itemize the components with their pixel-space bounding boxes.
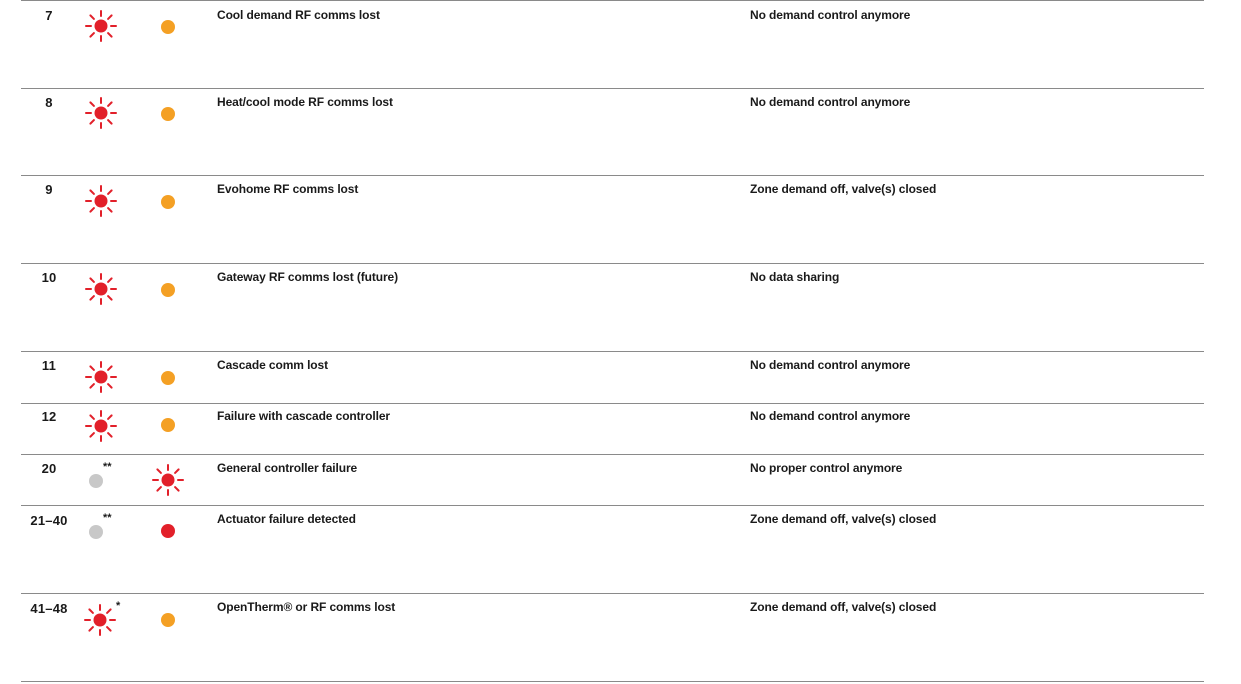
- fault-code: 11: [41, 358, 57, 373]
- fault-code: 20: [41, 461, 57, 476]
- fault-effect: No demand control anymore: [750, 8, 911, 22]
- fault-effect: No demand control anymore: [750, 95, 911, 109]
- table-row: [21, 455, 1204, 506]
- amber-dot-icon: [152, 11, 184, 43]
- fault-code-table: [21, 0, 1204, 682]
- fault-description: General controller failure: [217, 461, 358, 475]
- flashing-red-icon: [85, 410, 117, 442]
- flashing-red-icon: [85, 97, 117, 129]
- fault-description: Cascade comm lost: [217, 358, 329, 372]
- footnote-marker: *: [116, 600, 121, 612]
- fault-code: 7: [45, 8, 53, 23]
- footnote-marker: **: [103, 512, 112, 524]
- table-row: [21, 264, 1204, 352]
- footnote-marker: **: [103, 461, 112, 473]
- red-dot-icon: [152, 515, 184, 547]
- fault-code: 9: [45, 182, 53, 197]
- flashing-red-icon: [85, 10, 117, 42]
- fault-description: Heat/cool mode RF comms lost: [217, 95, 393, 109]
- table-row: [21, 176, 1204, 264]
- amber-dot-icon: [152, 186, 184, 218]
- fault-effect: Zone demand off, valve(s) closed: [750, 600, 937, 614]
- fault-code: 8: [45, 95, 53, 110]
- fault-description: Evohome RF comms lost: [217, 182, 359, 196]
- amber-dot-icon: [152, 604, 184, 636]
- fault-effect: No data sharing: [750, 270, 840, 284]
- flashing-red-icon: [85, 185, 117, 217]
- fault-effect: No demand control anymore: [750, 409, 911, 423]
- table-row: [21, 89, 1204, 176]
- table-row: [21, 352, 1204, 404]
- fault-description: Gateway RF comms lost (future): [217, 270, 399, 284]
- fault-description: OpenTherm® or RF comms lost: [217, 600, 396, 614]
- amber-dot-icon: [152, 274, 184, 306]
- amber-dot-icon: [152, 362, 184, 394]
- fault-code: 10: [41, 270, 57, 285]
- fault-effect: Zone demand off, valve(s) closed: [750, 182, 937, 196]
- fault-description: Failure with cascade controller: [217, 409, 390, 423]
- flashing-red-icon: [152, 464, 184, 496]
- fault-code: 12: [41, 409, 57, 424]
- fault-code: 41–48: [30, 601, 68, 616]
- flashing-red-icon: [85, 361, 117, 393]
- fault-effect: No proper control anymore: [750, 461, 903, 475]
- fault-effect: Zone demand off, valve(s) closed: [750, 512, 937, 526]
- table-row: [21, 404, 1204, 455]
- table-row: [21, 594, 1204, 682]
- fault-code: 21–40: [30, 513, 68, 528]
- flashing-red-icon: [85, 273, 117, 305]
- table-row: [21, 0, 1204, 89]
- amber-dot-icon: [152, 409, 184, 441]
- table-row: [21, 506, 1204, 594]
- fault-description: Actuator failure detected: [217, 512, 356, 526]
- amber-dot-icon: [152, 98, 184, 130]
- flashing-red-icon: [84, 604, 116, 636]
- fault-description: Cool demand RF comms lost: [217, 8, 380, 22]
- fault-effect: No demand control anymore: [750, 358, 911, 372]
